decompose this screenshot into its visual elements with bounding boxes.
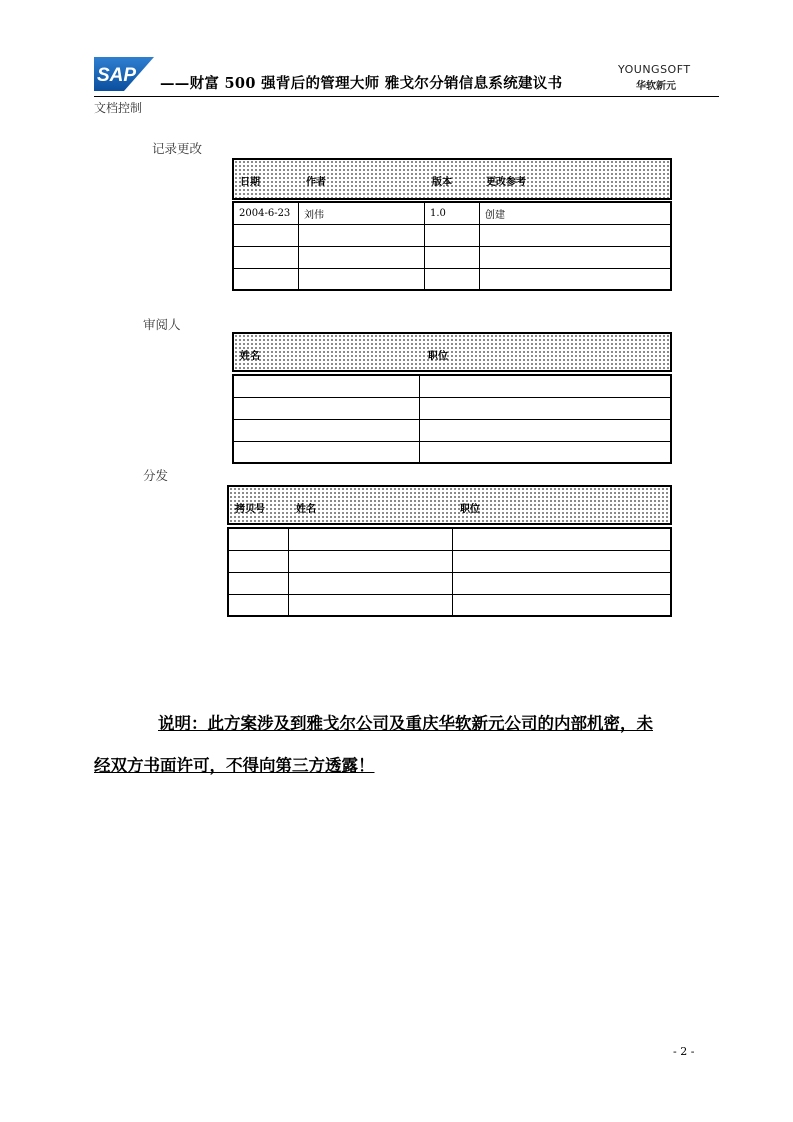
- table-cell: [229, 573, 289, 595]
- table-cell: [229, 595, 289, 617]
- table-cell: [234, 420, 420, 442]
- table-row: [234, 442, 671, 464]
- table-cell: [453, 529, 671, 551]
- change-record-header: [232, 158, 672, 200]
- table-cell: [289, 529, 453, 551]
- table-cell: [420, 442, 671, 464]
- confidentiality-notice-line1: 说明：此方案涉及到雅戈尔公司及重庆华软新元公司的内部机密，未: [158, 714, 653, 733]
- table-row: [234, 225, 671, 247]
- col-header-position: 职位: [460, 504, 480, 515]
- table-cell: [425, 247, 480, 269]
- table-cell: [425, 225, 480, 247]
- col-header-version: 版本: [432, 177, 452, 188]
- table-cell: [453, 551, 671, 573]
- table-cell: [420, 420, 671, 442]
- table-cell: [480, 269, 671, 291]
- table-cell: [453, 595, 671, 617]
- table-cell: 1.0: [425, 203, 480, 225]
- table-cell: [289, 595, 453, 617]
- col-header-name: 姓名: [240, 351, 260, 362]
- table-row: [234, 247, 671, 269]
- col-header-position: 职位: [428, 351, 448, 362]
- table-cell: [299, 225, 425, 247]
- youngsoft-logo: [614, 63, 691, 92]
- table-cell: 2004-6-23: [234, 203, 299, 225]
- table-row: [229, 595, 671, 617]
- table-row: [234, 398, 671, 420]
- table-cell: 创建: [480, 203, 671, 225]
- table-cell: [420, 376, 671, 398]
- table-cell: [234, 376, 420, 398]
- table-cell: [289, 551, 453, 573]
- table-row: [234, 269, 671, 291]
- doc-control-label: 文档控制: [94, 101, 143, 115]
- table-cell: [453, 573, 671, 595]
- table-row: [229, 551, 671, 573]
- col-header-author: 作者: [306, 177, 326, 188]
- col-header-date: 日期: [240, 177, 260, 188]
- change-record-table: [233, 202, 671, 291]
- reviewers-label: 审阅人: [143, 317, 181, 332]
- table-cell: [420, 398, 671, 420]
- change-record-label: 记录更改: [152, 141, 203, 156]
- distribution-table: [228, 528, 671, 617]
- table-cell: [234, 269, 299, 291]
- table-cell: [299, 269, 425, 291]
- confidentiality-notice-line2: 经双方书面许可，不得向第三方透露！: [94, 756, 375, 775]
- header-title: ——财富 500 强背后的管理大师 雅戈尔分销信息系统建议书: [160, 75, 563, 92]
- table-cell: [480, 225, 671, 247]
- reviewers-header: [232, 332, 672, 372]
- table-cell: [480, 247, 671, 269]
- table-cell: [229, 551, 289, 573]
- sap-logo: [94, 57, 154, 91]
- page-number: - 2 -: [673, 1045, 695, 1058]
- table-row: [229, 573, 671, 595]
- table-row: [229, 529, 671, 551]
- table-cell: [289, 573, 453, 595]
- table-cell: 刘伟: [299, 203, 425, 225]
- col-header-name: 姓名: [296, 504, 316, 515]
- col-header-change-ref: 更改参考: [486, 177, 526, 188]
- table-row: [234, 376, 671, 398]
- table-cell: [299, 247, 425, 269]
- col-header-copy-no: 拷贝号: [235, 504, 265, 515]
- sap-logo-text: SAP: [97, 65, 137, 86]
- youngsoft-logo-text: YOUNGSOFT: [618, 63, 691, 76]
- reviewers-table: [233, 375, 671, 464]
- distribution-label: 分发: [143, 468, 169, 483]
- table-row: [234, 420, 671, 442]
- table-cell: [234, 225, 299, 247]
- youngsoft-logo-subtext: 华软新元: [636, 81, 676, 92]
- table-cell: [234, 247, 299, 269]
- table-cell: [229, 529, 289, 551]
- table-cell: [234, 442, 420, 464]
- table-cell: [425, 269, 480, 291]
- header-rule: [94, 96, 719, 97]
- table-row: [234, 203, 671, 225]
- distribution-header: [227, 485, 672, 525]
- table-cell: [234, 398, 420, 420]
